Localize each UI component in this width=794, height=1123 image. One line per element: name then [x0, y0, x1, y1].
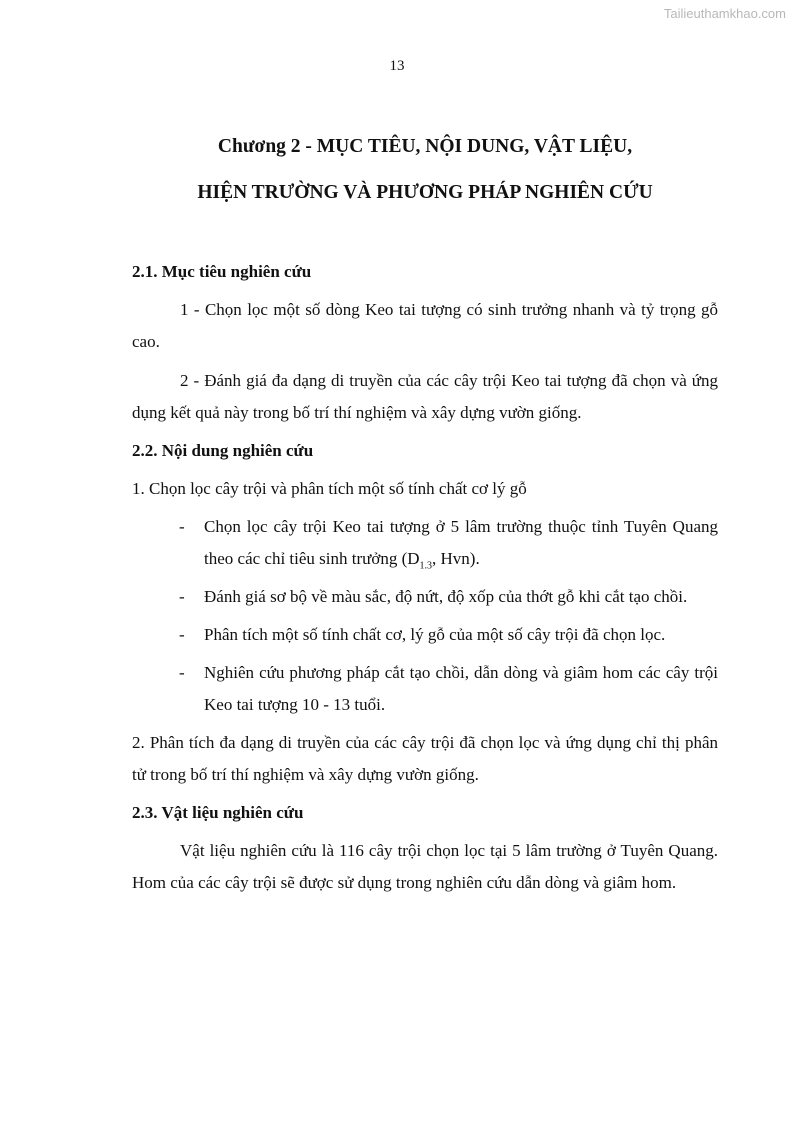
section-heading-2-3: 2.3. Vật liệu nghiên cứu — [132, 803, 304, 822]
page-number: 13 — [389, 58, 405, 74]
objective-2: 2 - Đánh giá đa dạng di truyền của các cây trội Keo tai tượng đã chọn và ứng dụng kết quả này trong bố trí thí nghiệm và xây dựng vườn giống. — [132, 371, 718, 422]
dash-marker: - — [179, 517, 185, 536]
section-heading-2-1: 2.1. Mục tiêu nghiên cứu — [132, 262, 312, 281]
chapter-title — [0, 124, 794, 216]
subscript: 1.3 — [419, 560, 433, 572]
dash-marker: - — [179, 587, 185, 606]
list-item — [132, 657, 718, 721]
content-item-2: 2. Phân tích đa dạng di truyền của các cây trội đã chọn lọc và ứng dụng chỉ thị phân tử trong bố trí thí nghiệm và xây dựng vườn giống. — [132, 733, 718, 784]
list-item — [132, 619, 718, 651]
bullet-text: Phân tích một số tính chất cơ, lý gỗ của một số cây trội đã chọn lọc. — [204, 625, 666, 644]
watermark: Tailieuthamkhao.com — [663, 6, 786, 21]
document-body — [132, 256, 718, 899]
chapter-title-line-2: HIỆN TRƯỜNG VÀ PHƯƠNG PHÁP NGHIÊN CỨU — [197, 182, 653, 203]
dash-marker: - — [179, 625, 185, 644]
materials-paragraph: Vật liệu nghiên cứu là 116 cây trội chọn lọc tại 5 lâm trường ở Tuyên Quang. Hom của các cây trội sẽ được sử dụng trong nghiên cứu dẫn dòng và giâm hom. — [132, 841, 718, 892]
content-item-1: 1. Chọn lọc cây trội và phân tích một số tính chất cơ lý gỗ — [132, 479, 527, 498]
list-item — [132, 511, 718, 575]
bullet-text: Chọn lọc cây trội Keo tai tượng ở 5 lâm trường thuộc tỉnh Tuyên Quang theo các chỉ tiêu sinh trưởng (D — [204, 517, 718, 568]
objective-1: 1 - Chọn lọc một số dòng Keo tai tượng có sinh trưởng nhanh và tỷ trọng gỗ cao. — [132, 300, 718, 351]
bullet-text: Đánh giá sơ bộ về màu sắc, độ nứt, độ xốp của thớt gỗ khi cắt tạo chồi. — [204, 587, 688, 606]
chapter-title-line-1: Chương 2 - MỤC TIÊU, NỘI DUNG, VẬT LIỆU, — [217, 136, 633, 157]
bullet-text: Nghiên cứu phương pháp cắt tạo chồi, dẫn dòng và giâm hom các cây trội Keo tai tượng 10 - 13 tuổi. — [204, 663, 718, 714]
bullet-text-tail: , Hvn). — [432, 549, 480, 568]
dash-marker: - — [179, 663, 185, 682]
list-item — [132, 581, 718, 613]
section-heading-2-2: 2.2. Nội dung nghiên cứu — [132, 441, 314, 460]
content-bullet-list — [132, 511, 718, 721]
